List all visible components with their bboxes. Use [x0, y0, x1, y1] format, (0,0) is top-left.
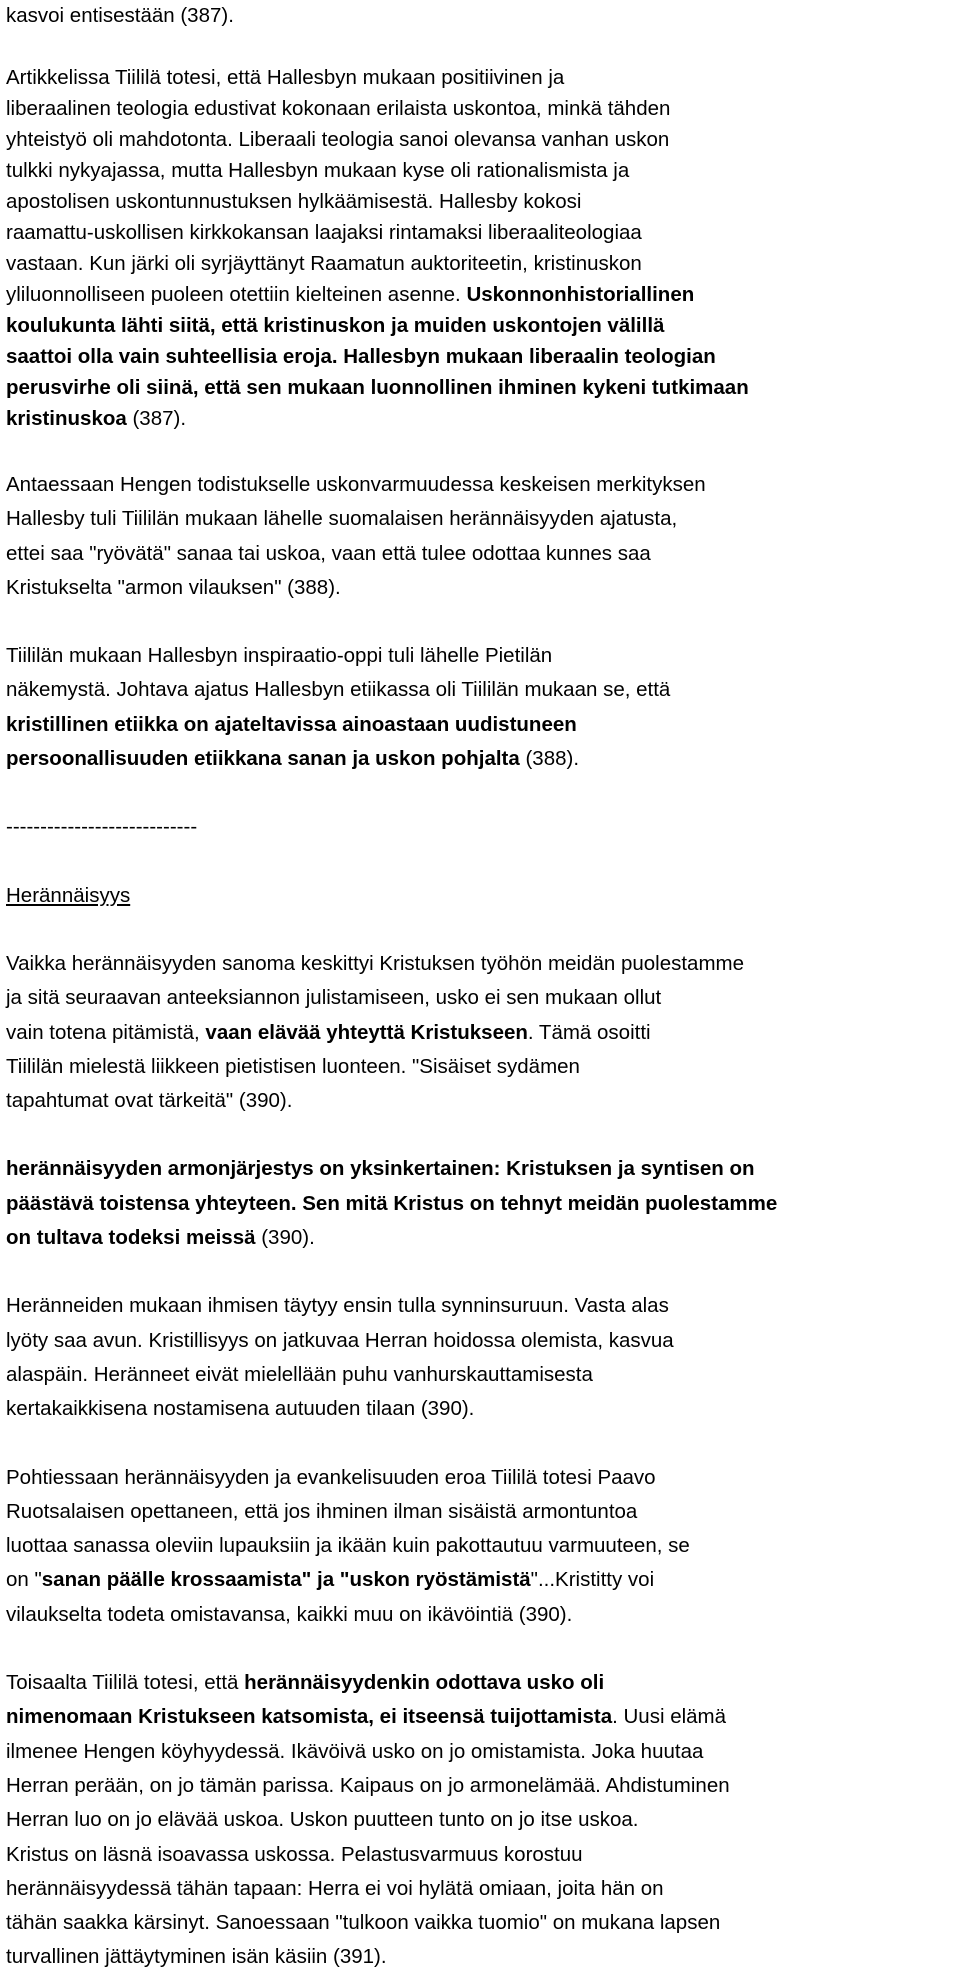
text-segment: (387).: [126, 407, 187, 430]
bold-segment: sanan päälle krossaamista" ja "uskon ryöstämistä: [41, 1568, 531, 1592]
text-segment: (390).: [255, 1226, 315, 1250]
paragraph-article: [6, 62, 960, 434]
paragraph-inspiraatio: [6, 639, 960, 776]
divider-line: [6, 810, 960, 844]
section-heading: [6, 879, 960, 913]
text-segment: Artikkelissa Tiililä totesi, että Hallesbyn mukaan positiivinen ja liberaalinen teologia edustivat kokonaan erilaista uskontoa, minkä tähden yhteistyö oli mahdotonta. Liberaali teologia sanoi olevansa vanhan uskon tulkki nykyajassa, mutta Hallesbyn mukaan kyse oli rationalismista ja apostolisen uskontunnustuksen hylkäämisestä. Hallesby kokosi raamattu-uskollisen kirkkokansan laajaksi rintamaksi liberaaliteologiaa vastaan. Kun järki oli syrjäyttänyt Raamatun auktoriteetin, kristinuskon yliluonnolliseen puoleen otettiin kielteinen asenne.: [6, 66, 671, 306]
bold-segment: kristillinen etiikka on ajateltavissa ainoastaan uudistuneen persoonallisuuden etiikkana sanan ja uskon pohjalta: [6, 712, 577, 771]
text-segment: (388).: [519, 747, 580, 771]
paragraph-armonjarjestys: [6, 1152, 960, 1255]
text-segment: Heränneiden mukaan ihmisen täytyy ensin tulla synninsuruun. Vasta alas lyöty saa avun. Kristillisyys on jatkuvaa Herran hoidossa olemista, kasvua alaspäin. Heränneet eivät mielellään puhu vanhurskauttamisesta kertakaikkisena nostamisena autuuden tilaan (390).: [6, 1294, 674, 1421]
text-segment: "...Kristitty voi vilaukselta todeta omistavansa, kaikki muu on ikävöintiä (390).: [6, 1568, 655, 1626]
paragraph-synninsuru: [6, 1289, 960, 1426]
text-segment: . Uusi elämä ilmenee Hengen köyhyydessä. Ikävöivä usko on jo omistamista. Joka huutaa Herran perään, on jo tämän parissa. Kaipaus on jo armonelämää. Ahdistuminen Herran luo on jo elävää uskoa. Uskon puutteen tunto on jo itse uskoa. Kristus on läsnä isoavassa uskossa. Pelastusvarmuus korostuu herännäisyydessä tähän tapaan: Herra ei voi hylätä omiaan, joita hän on tähän saakka kärsinyt. Sanoessaan "tulkoon vaikka tuomio" on mukana lapsen turvallinen jättäytyminen isän käsiin (391).: [6, 1705, 730, 1969]
divider-text: ----------------------------: [6, 815, 198, 839]
text-segment: kasvoi entisestään (387).: [6, 4, 234, 27]
paragraph-evankelisuus: [6, 1461, 960, 1632]
bold-segment: vaan elävää yhteyttä Kristukseen: [205, 1020, 528, 1044]
paragraph-sanoma: [6, 947, 960, 1118]
bold-segment: herännäisyyden armonjärjestys on yksinkertainen: Kristuksen ja syntisen on päästävä toistensa yhteyteen. Sen mitä Kristus on tehnyt meidän puolestamme on tultava todeksi meissä: [6, 1157, 778, 1250]
paragraph-odottava-usko: [6, 1666, 960, 1975]
text-segment: Vaikka herännäisyyden sanoma keskittyi Kristuksen työhön meidän puolestamme ja sitä seuraavan anteeksiannon julistamiseen, usko ei sen mukaan ollut vain totena pitämistä,: [6, 951, 744, 1044]
text-segment: Pohtiessaan herännäisyyden ja evankelisuuden eroa Tiililä totesi Paavo Ruotsalaisen opettaneen, että jos ihminen ilman sisäistä armontuntoa luottaa sanassa oleviin lupauksiin ja ikään kuin pakottautuu varmuuteen, se on ": [6, 1465, 690, 1592]
bold-segment: herännäisyydenkin odottava usko oli nimenomaan Kristukseen katsomista, ei itseensä tuijottamista: [6, 1671, 613, 1729]
bold-segment: Uskonnonhistoriallinen koulukunta lähti siitä, että kristinuskon ja muiden uskontojen välillä saattoi olla vain suhteellisia eroja. Hallesbyn mukaan liberaalin teologian perusvirhe oli siinä, että sen mukaan luonnollinen ihminen kykeni tutkimaan kristinuskoa: [6, 283, 749, 430]
text-segment: Toisaalta Tiililä totesi, että: [6, 1671, 245, 1695]
text-segment: Tiililän mukaan Hallesbyn inspiraatio-oppi tuli lähelle Pietilän näkemystä. Johtava ajatus Hallesbyn etiikassa oli Tiililän mukaan se, että: [6, 644, 671, 702]
paragraph-hengen-todistus: [6, 468, 960, 605]
heading-text: Herännäisyys: [6, 883, 131, 907]
text-segment: Antaessaan Hengen todistukselle uskonvarmuudessa keskeisen merkityksen Hallesby tuli Tiililän mukaan lähelle suomalaisen herännäisyyden ajatusta, ettei saa "ryövätä" sanaa tai uskoa, vaan että tulee odottaa kunnes saa Kristukselta "armon vilauksen" (388).: [6, 473, 706, 599]
paragraph-intro: [6, 0, 960, 31]
text-segment: . Tämä osoitti Tiililän mielestä liikkeen pietistisen luonteen. "Sisäiset sydämen tapahtumat ovat tärkeitä" (390).: [6, 1020, 651, 1113]
